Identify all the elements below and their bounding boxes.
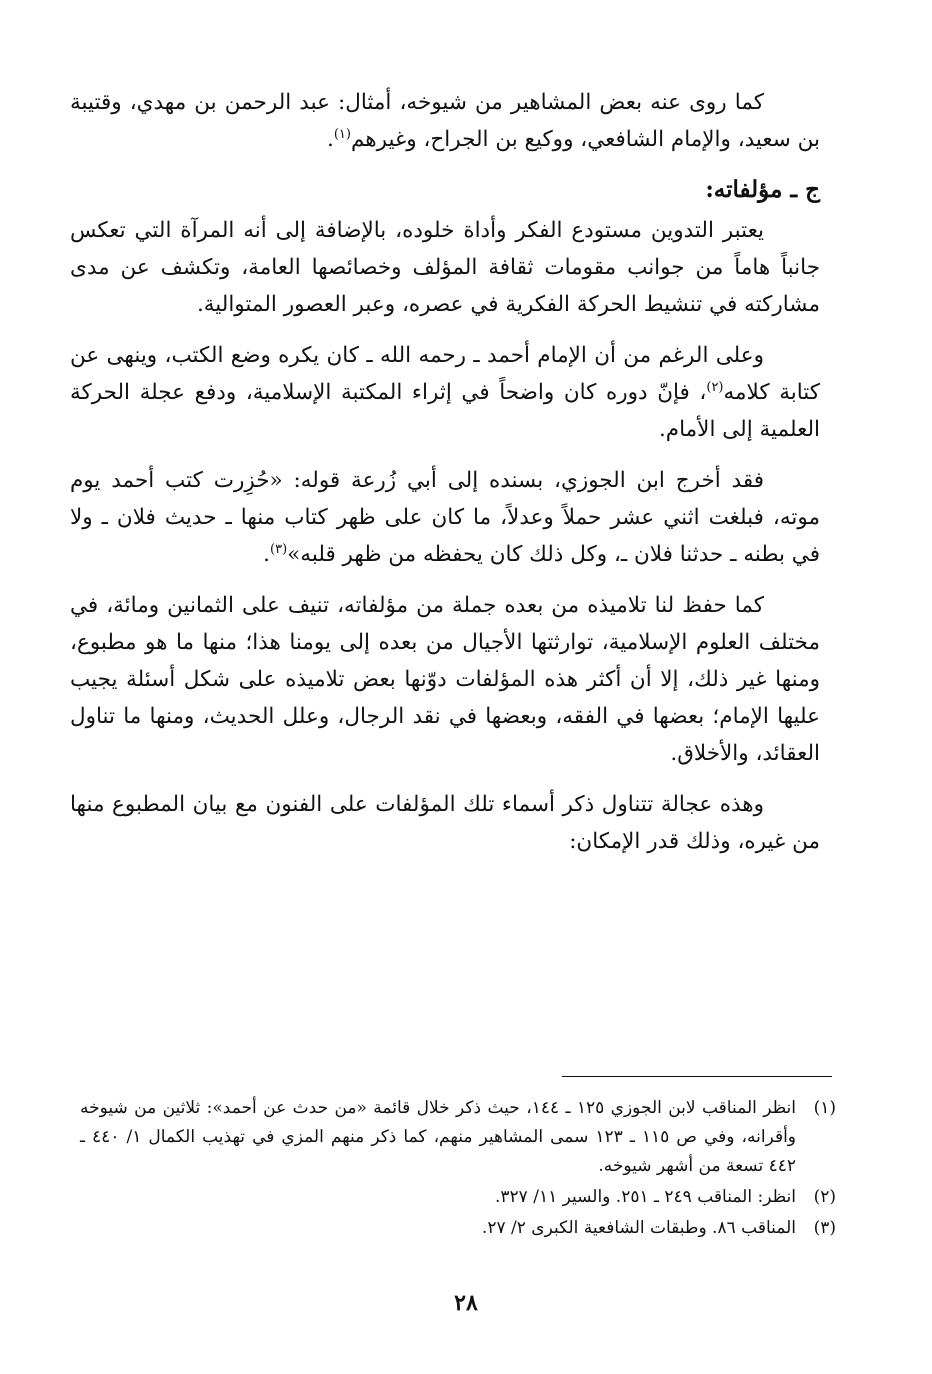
paragraph-tail: . [263, 542, 271, 567]
page-number: ٢٨ [454, 1290, 478, 1316]
paragraph-text: فقد أخرج ابن الجوزي، بسنده إلى أبي زُرعة قوله: «حُزِرت كتب أحمد يوم موته، فبلغت اثني عشر حملاً وعدلاً، ما كان على ظهر كتاب منها ـ حديث فلان ـ ولا في بطنه ـ حدثنا فلان ـ، وكل ذلك كان يحفظه من ظهر قلبه» [70, 468, 820, 567]
paragraph-imam-role [70, 337, 820, 448]
paragraph-text: ، فإنّ دوره كان واضحاً في إثراء المكتبة الإسلامية، ودفع عجلة الحركة العلمية إلى الأمام. [70, 380, 820, 442]
paragraph-text: كما روى عنه بعض المشاهير من شيوخه، أمثال: عبد الرحمن بن مهدي، وقتيبة بن سعيد، والإمام الشافعي، ووكيع بن الجراح، وغيرهم [70, 90, 820, 152]
footnotes [80, 1094, 836, 1245]
paragraph-teachers [70, 84, 820, 158]
footnote-number: (١) [813, 1098, 836, 1118]
footnote-item [80, 1214, 836, 1243]
paragraph-writing: يعتبر التدوين مستودع الفكر وأداة خلوده، بالإضافة إلى أنه المرآة التي تعكس جانباً هاماً من جوانب مقومات ثقافة المؤلف وخصائصها العامة، وتكشف عن مدى مشاركته في تنشيط الحركة الفكرية في عصره، وعبر العصور المتوالية. [70, 218, 820, 317]
footnote-ref-3[interactable]: (٣) [270, 541, 288, 557]
footnote-ref-2[interactable]: (٢) [706, 379, 724, 395]
paragraph-tail: . [327, 127, 334, 152]
paragraph-ibn-jawzi [70, 462, 820, 573]
main-text [70, 84, 820, 874]
footnote-item [80, 1183, 836, 1212]
paragraph-text: وعلى الرغم من أن الإمام أحمد ـ رحمه الله ـ كان يكره وضع الكتب، وينهى عن كتابة كلامه [70, 343, 820, 405]
paragraph-students: كما حفظ لنا تلاميذه من بعده جملة من مؤلفاته، تنيف على الثمانين ومائة، في مختلف العلوم الإسلامية، توارثتها الأجيال من بعده إلى يومنا هذا؛ منها ما هو مطبوع، ومنها غير ذلك، إلا أن أكثر هذه المؤلفات دوّنها بعض تلاميذه على شكل أسئلة يجيب عليها الإمام؛ بعضها في الفقه، وبعضها في نقد الرجال، وعلل الحديث، ومنها ما تناول العقائد، والأخلاق. [70, 593, 820, 766]
footnote-divider [562, 1076, 832, 1077]
section-heading: ج ـ مؤلفاته: [705, 176, 820, 203]
paragraph-summary: وهذه عجالة تتناول ذكر أسماء تلك المؤلفات على الفنون مع بيان المطبوع منها من غيره، وذلك قدر الإمكان: [70, 792, 820, 854]
footnote-item [80, 1094, 836, 1181]
footnote-number: (٣) [813, 1218, 836, 1238]
footnote-text: المناقب ٨٦. وطبقات الشافعية الكبرى ٢/ ٢٧. [481, 1218, 796, 1238]
footnote-text: انظر: المناقب ٢٤٩ ـ ٢٥١. والسير ١١/ ٣٢٧. [494, 1187, 796, 1207]
footnote-number: (٢) [813, 1187, 836, 1207]
footnote-ref-1[interactable]: (١) [333, 126, 351, 142]
footnote-text: انظر المناقب لابن الجوزي ١٢٥ ـ ١٤٤، حيث ذكر خلال قائمة «من حدث عن أحمد»: ثلاثين من شيوخه وأقرانه، وفي ص ١١٥ ـ ١٢٣ سمى المشاهير منهم، كما ذكر منهم المزي في تهذيب الكمال ١/ ٤٤٠ ـ ٤٤٢ تسعة من أشهر شيوخه. [80, 1098, 797, 1176]
